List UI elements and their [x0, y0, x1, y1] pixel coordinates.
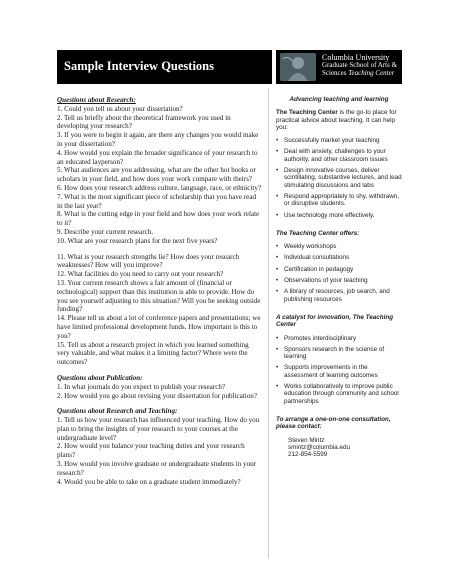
- question-item: 12. What facilities do you need to carry out your research?: [57, 270, 224, 279]
- offers-list: [276, 243, 402, 303]
- intro-text: [276, 109, 402, 131]
- research-questions-list: [57, 105, 262, 246]
- question-item: 3. If you were to begin it again, are there any changes you would make in your dissertation?: [57, 131, 259, 148]
- question-item: 15. Tell us about a research project in which you learned something very valuable, and what makes it a limiting factor? Where were the outcomes?: [57, 340, 249, 367]
- research-questions-list-b: [57, 253, 262, 367]
- question-item: 6. How does your research address culture, language, race, or ethnicity?: [57, 183, 262, 192]
- offer-item: • A library of resources, job search, and publishing resources: [276, 288, 402, 303]
- contact-block: [276, 437, 402, 459]
- question-item: 4. Would you be able to take on a graduate student immediately?: [57, 477, 241, 486]
- title-bar: [57, 50, 272, 84]
- help-item: • Design innovative courses, deliver scintillating, substantive lectures, and lead stimulating discussions and labs: [276, 167, 402, 189]
- catalyst-item: • Sponsors research in the science of learning: [276, 346, 402, 361]
- question-item: 13. Your current research shows a fair amount of (financial or technological) support than this institution is able to provide. How do you see yourself adjusting to this situation? Will you be seeking outside funding?: [57, 278, 261, 314]
- question-item: 10. What are your research plans for the next five years?: [57, 236, 218, 245]
- help-item: • Use technology more effectively.: [276, 212, 402, 219]
- intro-rest: is the go-to place for practical advice about teaching. It can help you:: [276, 109, 397, 131]
- question-item: 11. What is your research strengths lie? How does your research weaknesses? How will you improve?: [57, 252, 240, 270]
- research-heading: Questions about Research:: [57, 96, 136, 104]
- column-divider: [268, 88, 269, 558]
- teaching-heading: Questions about Research and Teaching:: [57, 407, 178, 416]
- page-title: Sample Interview Questions: [64, 59, 214, 73]
- question-item: 1. In what journals do you expect to publish your research?: [57, 382, 226, 391]
- teaching-center-sidebar: [276, 96, 402, 458]
- arrange-heading: To arrange a one-on-one consultation, please contact:: [276, 415, 391, 431]
- question-item: 1. Tell us how your research has influenced your teaching. How do you plan to bring the insights of your research to your courses at the undergraduate level?: [57, 416, 260, 442]
- question-item: 9. Describe your current research.: [57, 227, 154, 236]
- school-line-2: Sciences: [322, 68, 347, 77]
- offers-heading: The Teaching Center offers:: [276, 229, 360, 237]
- offer-item: • Certification in pedagogy: [276, 266, 402, 273]
- question-item: 2. How would you go about revising your dissertation for publication?: [57, 391, 257, 400]
- contact-email[interactable]: smintz@columbia.edu: [288, 443, 351, 451]
- tagline: Advancing teaching and learning: [289, 96, 389, 103]
- university-name: Columbia University: [322, 53, 390, 62]
- help-item: • Respond appropriately to shy, withdrawn, or disruptive students.: [276, 193, 402, 208]
- contact-name: Steven Mintz: [288, 436, 325, 444]
- questions-column: [57, 96, 262, 486]
- question-item: 4. How would you explain the broader significance of your research to an educated layperson?: [57, 148, 258, 166]
- question-item: 2. How would you balance your teaching duties and your research plans?: [57, 442, 245, 460]
- question-item: 5. What audiences are you addressing, what are the other hot books or scholars in your field, and how does your work compare with theirs?: [57, 166, 256, 184]
- help-item: • Deal with anxiety, challenges to your authority, and other classroom issues: [276, 148, 402, 163]
- question-item: 7. What is the most significant piece of scholarship that you have read in the last year?: [57, 192, 257, 210]
- catalyst-item: • Supports improvements in the assessment of learning outcomes: [276, 364, 402, 379]
- teaching-questions-list: [57, 416, 262, 486]
- catalyst-item: • Works collaboratively to improve public education through community and school partnerships: [276, 383, 402, 405]
- catalyst-list: [276, 335, 402, 405]
- intro-bold: The Teaching Center: [276, 109, 338, 117]
- university-name-block: [322, 54, 397, 77]
- header-logo-panel: [276, 50, 402, 84]
- contact-phone: 212-854-5599: [288, 451, 328, 459]
- help-list: [276, 137, 402, 219]
- publication-questions-list: [57, 383, 262, 401]
- center-name: Teaching Center: [348, 68, 395, 77]
- question-item: 3. How would you involve graduate or undergraduate students in your research?: [57, 460, 257, 477]
- alma-mater-statue-image: [280, 53, 316, 81]
- publication-heading: Questions about Publication:: [57, 373, 143, 382]
- offer-item: • Weekly workshops: [276, 243, 402, 250]
- school-line-1: Graduate School of Arts &: [322, 60, 398, 69]
- help-item: • Successfully market your teaching: [276, 137, 402, 144]
- catalyst-heading: A catalyst for innovation, The Teaching Center: [276, 313, 394, 329]
- question-item: 2. Tell us briefly about the theoretical framework you used in developing your research?: [57, 113, 231, 131]
- catalyst-item: • Promotes interdisciplinary: [276, 335, 402, 342]
- question-item: 1. Could you tell us about your dissertation?: [57, 104, 183, 113]
- offer-item: • Individual consultations: [276, 254, 402, 261]
- offer-item: • Observations of your teaching: [276, 277, 402, 284]
- question-item: 8. What is the cutting edge in your field and how does your work relate to it?: [57, 210, 260, 228]
- question-item: 14. Please tell us about a lot of conference papers and presentations; we have limited professional development funds. How important is this to you?: [57, 314, 261, 340]
